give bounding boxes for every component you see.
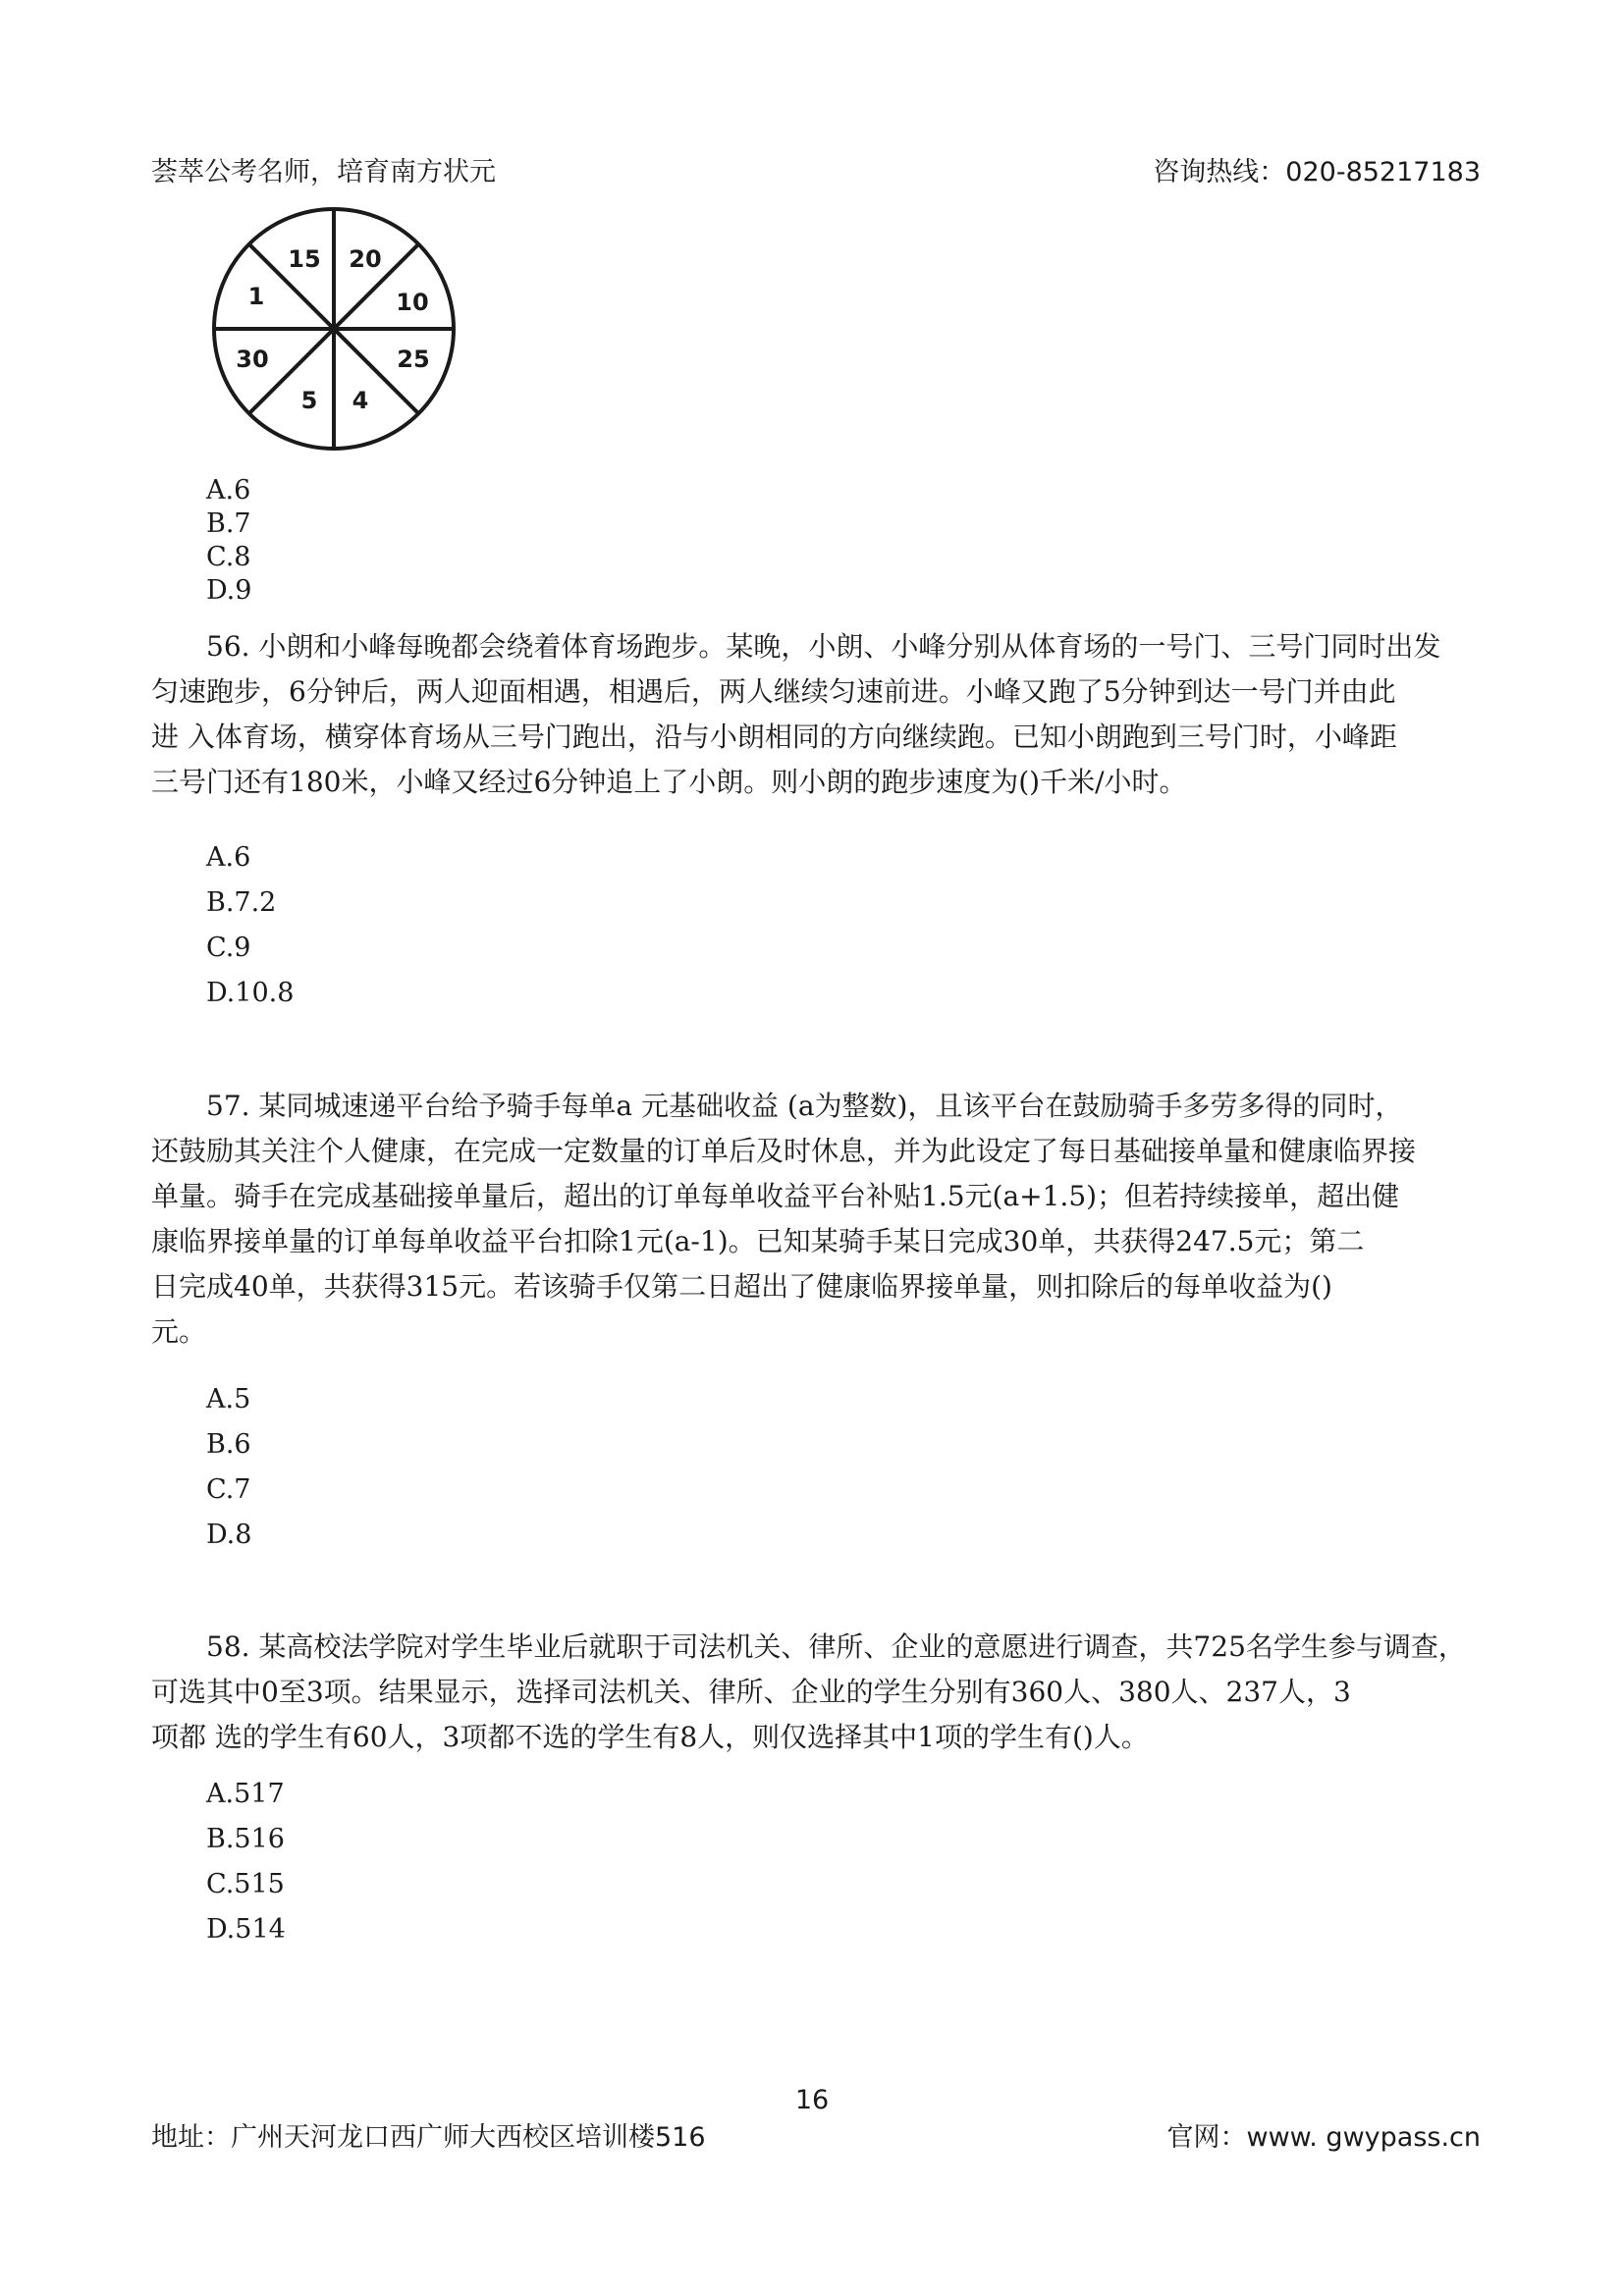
wheel-sector-4: 25: [397, 346, 430, 373]
q57-option-b: B.6: [206, 1429, 251, 1460]
question-56: [151, 624, 1483, 805]
q58-option-a: A.517: [206, 1779, 285, 1809]
q55-option-a: A.6: [206, 475, 251, 506]
q56-option-b: B.7.2: [206, 887, 277, 918]
question-57-line: 康临界接单量的订单每单收益平台扣除1元(a-1)。已知某骑手某日完成30单，共获得247.5元；第二: [151, 1225, 1365, 1257]
q57-option-c: C.7: [206, 1474, 251, 1505]
wheel-sector-6: 5: [300, 387, 318, 414]
wheel-sector-7: 30: [236, 346, 269, 373]
q58-option-d: D.514: [206, 1914, 286, 1945]
question-57-line: 还鼓励其关注个人健康，在完成一定数量的订单后及时休息，并为此设定了每日基础接单量和健康临界接: [151, 1135, 1417, 1167]
wheel-sector-2: 20: [349, 245, 382, 273]
wheel-sector-5: 4: [352, 387, 369, 414]
question-57-line: 57. 某同城速递平台给予骑手每单a 元基础收益 (a为整数)，且该平台在鼓励骑手多劳多得的同时，: [206, 1090, 1403, 1122]
question-56-line: 进 入体育场，横穿体育场从三号门跑出，沿与小朗相同的方向继续跑。已知小朗跑到三号门时，小峰距: [151, 721, 1397, 753]
question-58-line: 项都 选的学生有60人，3项都不选的学生有8人，则仅选择其中1项的学生有()人。: [151, 1721, 1149, 1753]
q57-option-d: D.8: [206, 1520, 252, 1550]
q55-option-c: C.8: [206, 542, 251, 572]
q55-option-d: D.9: [206, 575, 252, 606]
header-slogan: 荟萃公考名师，培育南方状元: [151, 157, 496, 187]
footer-website: 官网：www. gwypass.cn: [1166, 2122, 1481, 2153]
question-56-line: 三号门还有180米，小峰又经过6分钟追上了小朗。则小朗的跑步速度为()千米/小时。: [151, 766, 1187, 798]
wheel-sector-3: 10: [396, 289, 429, 316]
q55-option-b: B.7: [206, 508, 251, 539]
q56-option-d: D.10.8: [206, 978, 295, 1008]
q56-option-a: A.6: [206, 842, 251, 873]
question-58: [151, 1625, 1483, 1760]
question-58-line: 58. 某高校法学院对学生毕业后就职于司法机关、律所、企业的意愿进行调查，共725名学生参与调查，: [206, 1630, 1466, 1663]
question-57-line: 单量。骑手在完成基础接单量后，超出的订单每单收益平台补贴1.5元(a+1.5)；但若持续接单，超出健: [151, 1180, 1400, 1212]
q56-option-c: C.9: [206, 933, 251, 963]
question-56-line: 匀速跑步，6分钟后，两人迎面相遇，相遇后，两人继续匀速前进。小峰又跑了5分钟到达一号门并由此: [151, 675, 1396, 708]
question-58-line: 可选其中0至3项。结果显示，选择司法机关、律所、企业的学生分别有360人、380人、237人，3: [151, 1676, 1351, 1708]
page-number: 16: [794, 2085, 830, 2115]
q58-option-b: B.516: [206, 1824, 285, 1854]
question-57: [151, 1084, 1483, 1355]
question-57-line: 元。: [151, 1315, 207, 1348]
q57-option-a: A.5: [206, 1384, 251, 1415]
question-56-line: 56. 小朗和小峰每晚都会绕着体育场跑步。某晚，小朗、小峰分别从体育场的一号门、三号门同时出发: [206, 630, 1441, 663]
question-57-line: 日完成40单，共获得315元。若该骑手仅第二日超出了健康临界接单量，则扣除后的每单收益为(): [151, 1270, 1332, 1303]
footer-address: 地址：广州天河龙口西广师大西校区培训楼516: [151, 2122, 706, 2153]
wheel-sector-1: 15: [288, 245, 321, 273]
wheel-sector-8: 1: [247, 283, 265, 310]
q58-option-c: C.515: [206, 1869, 285, 1899]
header-hotline: 咨询热线：020-85217183: [1153, 157, 1481, 187]
number-wheel-figure: [211, 206, 457, 452]
